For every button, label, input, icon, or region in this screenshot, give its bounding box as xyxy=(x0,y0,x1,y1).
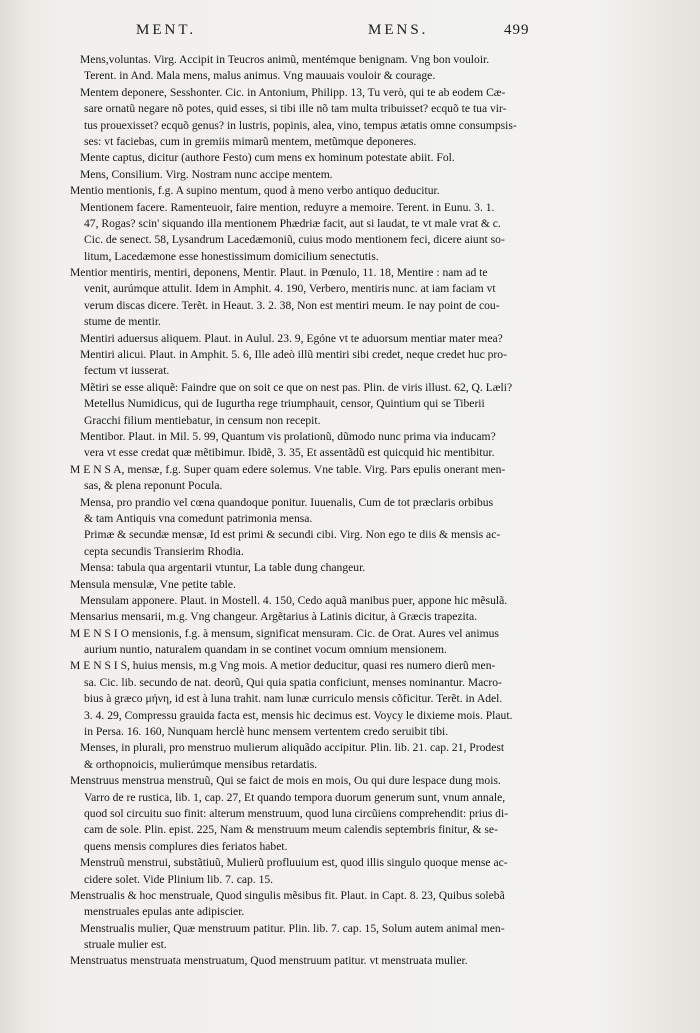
text-line: bius à græco μήνη, id est à luna trahit. nam lunæ curriculo mensis cõficitur. Terẽt. in Adel. xyxy=(84,692,503,706)
text-line: Gracchi filium mentiebatur, in censum non recepit. xyxy=(84,413,321,427)
running-head-left: MENT. xyxy=(136,22,197,38)
running-head-right: MENS. xyxy=(368,22,429,38)
text-line: Menstrualis & hoc menstruale, Quod singulis mẽsibus fit. Plaut. in Capt. 8. 23, Quibus solebã xyxy=(70,888,505,902)
text-line: Mens, Consilium. Virg. Nostram nunc accipe mentem. xyxy=(80,167,333,181)
page-number: 499 xyxy=(504,22,530,38)
text-line: fectum vt iusserat. xyxy=(84,364,170,378)
text-line: Mentiri alicui. Plaut. in Amphit. 5. 6, Ille adeò illũ mentiri sibi credet, neque credet huc pro- xyxy=(80,348,507,362)
text-line: Mensulam apponere. Plaut. in Mostell. 4. 150, Cedo aquã manibus puer, appone hic mẽsulã. xyxy=(80,593,508,607)
text-line: Menstrualis mulier, Quæ menstruum patitur. Plin. lib. 7. cap. 15, Solum autem animal men- xyxy=(80,921,505,935)
text-line: sa. Cic. lib. secundo de nat. deorũ, Qui quia spatia conficiunt, menses nominantur. Macro- xyxy=(84,675,502,689)
text-line: Varro de re rustica, lib. 1, cap. 27, Et quando tempora duorum generum sunt, vnum annale, xyxy=(84,790,506,804)
text-line: quod sol circuitu suo finit: alterum menstruum, quod luna circũiens comprehendit: prius di- xyxy=(84,806,509,820)
text-line: Mentior mentiris, mentiri, deponens, Mentir. Plaut. in Pœnulo, 11. 18, Mentire : nam ad te xyxy=(70,266,488,280)
text-line: venit, aurúmque attulit. Idem in Amphit. 4. 190, Verbero, mentiris nunc. at iam faciam vt xyxy=(84,282,496,296)
text-line: Mentionem facere. Ramenteuoir, faire mention, reduyre a memoire. Terent. in Eunu. 3. 1. xyxy=(80,200,495,214)
text-line: Mensula mensulæ, Vne petite table. xyxy=(70,577,236,591)
text-line: verum discas dicere. Terẽt. in Heaut. 3. 2. 38, Non est mentiri meum. Ie nay point de cou- xyxy=(84,298,500,312)
text-line: Terent. in And. Mala mens, malus animus. Vng mauuais vouloir & courage. xyxy=(84,69,436,83)
text-line: Menstruus menstrua menstruũ, Qui se faict de mois en mois, Ou qui dure lespace dung mois. xyxy=(70,774,501,788)
text-line: Mentiri aduersus aliquem. Plaut. in Aulul. 23. 9, Egóne vt te aduorsum mentiar mater mea? xyxy=(80,331,503,345)
text-line: litum, Lacedæmone esse honestissimum domicilium senectutis. xyxy=(84,249,379,263)
text-line: Metellus Numidicus, qui de Iugurtha rege triumphauit, censor, Quintium qui se Tiberii xyxy=(84,397,485,411)
text-line: & orthopnoicis, mulierúmque mensibus retardatis. xyxy=(84,757,318,771)
text-line: Mente captus, dicitur (authore Festo) cum mens ex hominum potestate abiit. Fol. xyxy=(80,151,455,165)
text-line: Mentio mentionis, f.g. A supino mentum, quod à meno verbo antiquo deducitur. xyxy=(70,184,440,198)
text-line: Mẽtiri se esse aliquẽ: Faindre que on soit ce que on nest pas. Plin. de viris illust. 62, Q. Læli? xyxy=(80,380,513,394)
text-line: Menses, in plurali, pro menstruo mulierum aliquãdo accipitur. Plin. lib. 21. cap. 21, Prodest xyxy=(80,741,505,755)
text-line: struale mulier est. xyxy=(84,938,167,952)
text-line: cam de sole. Plin. epist. 225, Nam & menstruum meum calendis septembris finitur, & se- xyxy=(84,823,498,837)
text-line: Cic. de senect. 58, Lysandrum Lacedæmoniũ, cuius modo mentionem feci, dicere aiunt so- xyxy=(84,233,505,247)
text-line: Mensa, pro prandio vel cœna quandoque ponitur. Iuuenalis, Cum de tot præclaris orbibus xyxy=(80,495,494,509)
text-line: 3. 4. 29, Compressu grauida facta est, mensis hic decimus est. Voycy le dixieme mois. Plaut. xyxy=(84,708,513,722)
text-line: Mensarius mensarii, m.g. Vng changeur. Argẽtarius à Latinis dicitur, à Græcis trapezita. xyxy=(70,610,478,624)
dictionary-entries xyxy=(62,52,577,970)
text-line: Menstruũ menstrui, substãtiuũ, Mulierũ profluuium est, quod illis singulo quoque mense ac- xyxy=(80,856,508,870)
text-line: sas, & plena reponunt Pocula. xyxy=(84,479,223,493)
text-line: vera vt esse credat quæ mẽtibimur. Ibidẽ, 3. 35, Et assentãdũ est quicquid hic mentibitur. xyxy=(84,446,495,460)
running-head xyxy=(0,22,700,46)
text-line: quens mensis complures dies feriatos habet. xyxy=(84,839,288,853)
page-edge-shadow xyxy=(590,0,700,1033)
text-line: & tam Antiquis vna comedunt patrimonia mensa. xyxy=(84,511,313,525)
text-line: Primæ & secundæ mensæ, Id est primi & secundi cibi. Virg. Non ego te diis & mensis ac- xyxy=(84,528,501,542)
text-line: Mensa: tabula qua argentarii vtuntur, La table dung changeur. xyxy=(80,561,366,575)
text-line: menstruales epulas ante adipiscier. xyxy=(84,905,245,919)
text-line: sare ornatũ negare nõ potes, quid esses, si tibi ille nõ tam multa tribuisset? ecquõ te tua vir- xyxy=(84,102,507,116)
text-line: Mentem deponere, Sesshonter. Cic. in Antonium, Philipp. 13, Tu verò, qui te ab eodem Cæ- xyxy=(80,85,506,99)
text-line: aurium nuntio, naturalem quandam in se continet vocum omnium mensionem. xyxy=(84,643,447,657)
text-line: M E N S A, mensæ, f.g. Super quam edere solemus. Vne table. Virg. Pars epulis onerant men- xyxy=(70,462,506,476)
text-line: 47, Rogas? scin' siquando illa mentionem Phædriæ facit, aut si laudat, te vt male vrat & c. xyxy=(84,216,501,230)
text-line: Menstruatus menstruata menstruatum, Quod menstruum patitur. vt menstruata mulier. xyxy=(70,954,468,968)
text-line: M E N S I S, huius mensis, m.g Vng mois. A metior deducitur, quasi res numero dierũ men- xyxy=(70,659,496,673)
text-line: M E N S I O mensionis, f.g. à mensum, significat mensuram. Cic. de Orat. Aures vel animus xyxy=(70,626,499,640)
text-line: cepta secundis Transierim Rhodia. xyxy=(84,544,244,558)
text-line: cidere solet. Vide Plinium lib. 7. cap. 15. xyxy=(84,872,274,886)
text-line: Mens,voluntas. Virg. Accipit in Teucros animũ, mentémque benignam. Vng bon vouloir. xyxy=(80,53,490,66)
text-line: Mentibor. Plaut. in Mil. 5. 99, Quantum vis prolationũ, dũmodo nunc prima via inducam? xyxy=(80,429,496,443)
text-line: ses: vt faciebas, cum in gremiis mimarũ mentem, metũmque deponeres. xyxy=(84,134,417,148)
text-line: in Persa. 16. 160, Nunquam herclè hunc mensem vertentem credo seruibit tibi. xyxy=(84,725,449,739)
text-line: tus prouexisset? ecquõ genus? in lustris, popinis, alea, vino, tempus ætatis omne consumpsis- xyxy=(84,118,517,132)
text-line: stume de mentir. xyxy=(84,315,161,329)
